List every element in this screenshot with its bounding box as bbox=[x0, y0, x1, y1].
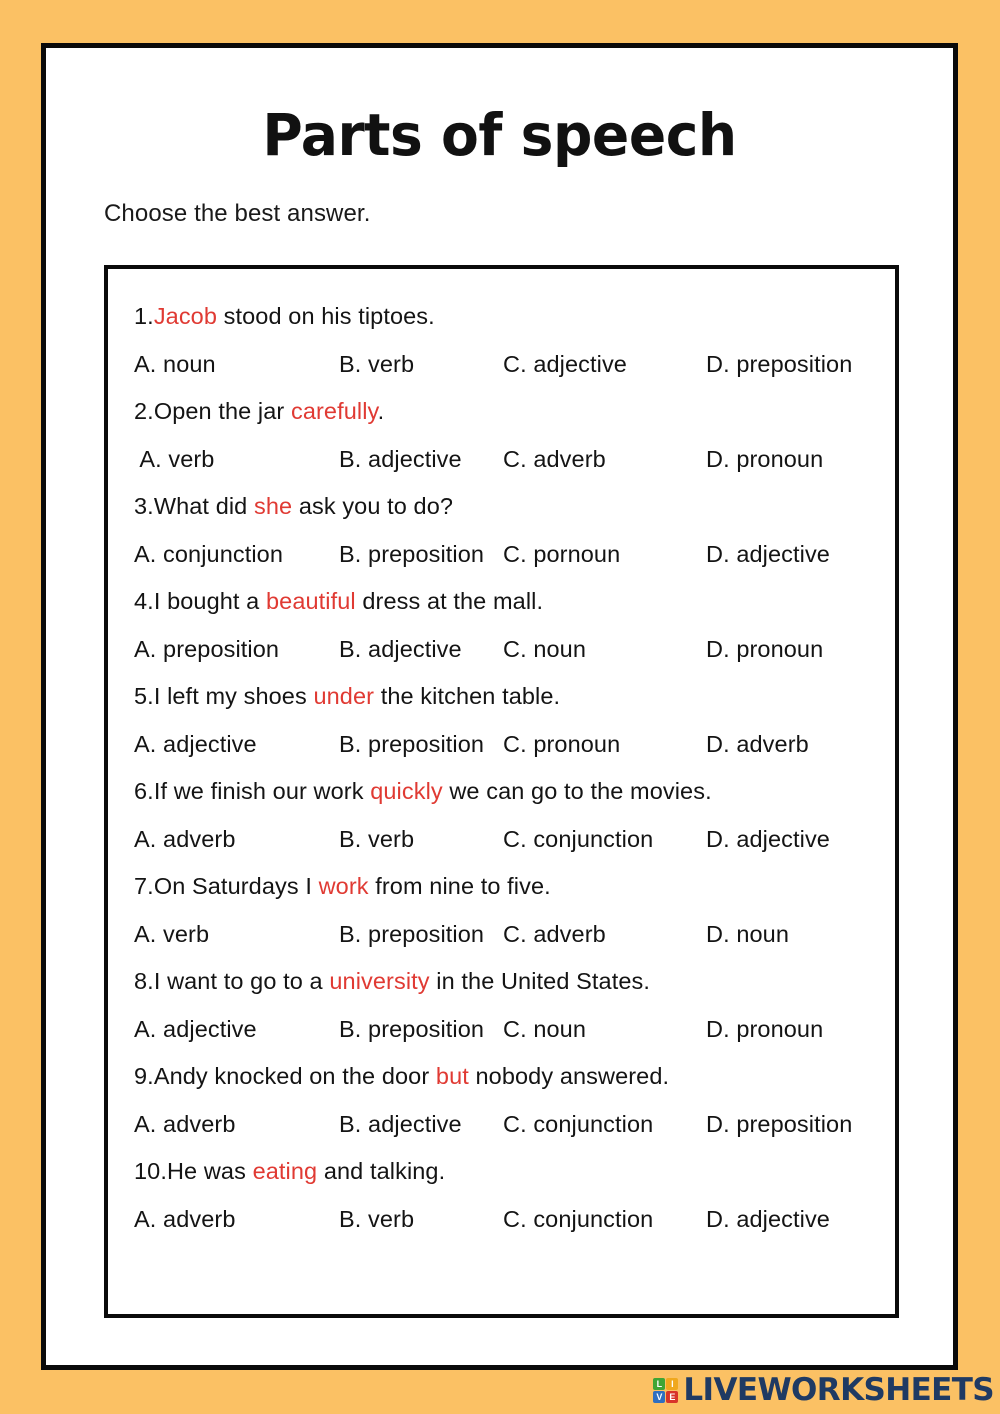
answer-option[interactable]: A. verb bbox=[134, 920, 210, 947]
answer-option[interactable]: C. pornoun bbox=[503, 540, 621, 567]
answer-option[interactable]: C. adjective bbox=[503, 350, 627, 377]
answer-option[interactable]: B. preposition bbox=[339, 1015, 485, 1042]
live-tile-v: V bbox=[653, 1391, 665, 1403]
question-text-after: . bbox=[377, 398, 385, 424]
questions-box bbox=[104, 265, 899, 1318]
answer-options bbox=[134, 436, 889, 484]
question-text-after: we can go to the movies. bbox=[442, 778, 712, 804]
live-tile-i: I bbox=[666, 1378, 678, 1390]
question-text-before: I want to go to a bbox=[153, 968, 330, 994]
answer-options bbox=[134, 341, 889, 389]
worksheet-sheet bbox=[41, 43, 958, 1370]
highlighted-word: eating bbox=[252, 1158, 318, 1184]
question-text-after: dress at the mall. bbox=[355, 588, 544, 614]
live-tile-l: L bbox=[653, 1378, 665, 1390]
question-text bbox=[134, 483, 889, 531]
highlighted-word: under bbox=[313, 683, 375, 709]
question-text bbox=[134, 388, 889, 436]
answer-option[interactable]: D. adverb bbox=[706, 730, 809, 757]
questions-list bbox=[108, 293, 895, 1243]
question-number: 6. bbox=[134, 778, 154, 804]
question-text-after: ask you to do? bbox=[292, 493, 454, 519]
answer-option[interactable]: B. adjective bbox=[339, 635, 462, 662]
question-text-before: I bought a bbox=[153, 588, 266, 614]
question-text-after: from nine to five. bbox=[368, 873, 551, 899]
liveworksheets-logo bbox=[653, 1372, 994, 1408]
highlighted-word: university bbox=[329, 968, 430, 994]
highlighted-word: but bbox=[435, 1063, 469, 1089]
question-text-after: in the United States. bbox=[429, 968, 650, 994]
answer-option[interactable]: C. noun bbox=[503, 1015, 587, 1042]
question-text-before: He was bbox=[166, 1158, 253, 1184]
brand-name: LIVEWORKSHEETS bbox=[683, 1372, 994, 1408]
answer-option[interactable]: D. pronoun bbox=[706, 445, 824, 472]
question-text bbox=[134, 673, 889, 721]
answer-option[interactable]: A. preposition bbox=[134, 635, 280, 662]
answer-options bbox=[134, 911, 889, 959]
question-item bbox=[134, 293, 889, 388]
answer-option[interactable]: D. preposition bbox=[706, 350, 853, 377]
question-text-before: If we finish our work bbox=[153, 778, 371, 804]
answer-option[interactable]: D. noun bbox=[706, 920, 790, 947]
question-item bbox=[134, 388, 889, 483]
answer-option[interactable]: C. adverb bbox=[503, 445, 606, 472]
page-title: Parts of speech bbox=[262, 101, 737, 169]
answer-option[interactable]: B. verb bbox=[339, 825, 415, 852]
question-number: 5. bbox=[134, 683, 154, 709]
answer-option[interactable]: C. noun bbox=[503, 635, 587, 662]
question-item bbox=[134, 673, 889, 768]
question-text-before: On Saturdays I bbox=[153, 873, 319, 899]
question-text-after: and talking. bbox=[317, 1158, 446, 1184]
question-item bbox=[134, 578, 889, 673]
answer-options bbox=[134, 816, 889, 864]
answer-option[interactable]: D. adjective bbox=[706, 1205, 830, 1232]
question-text-after: stood on his tiptoes. bbox=[217, 303, 435, 329]
question-text-after: the kitchen table. bbox=[374, 683, 561, 709]
answer-option[interactable]: A. adjective bbox=[134, 1015, 257, 1042]
highlighted-word: carefully bbox=[290, 398, 378, 424]
answer-options bbox=[134, 1101, 889, 1149]
instruction-text: Choose the best answer. bbox=[104, 200, 371, 227]
question-text bbox=[134, 863, 889, 911]
answer-option[interactable]: C. conjunction bbox=[503, 1110, 654, 1137]
answer-option[interactable]: C. pronoun bbox=[503, 730, 621, 757]
highlighted-word: she bbox=[253, 493, 293, 519]
answer-option[interactable]: B. preposition bbox=[339, 540, 485, 567]
highlighted-word: quickly bbox=[370, 778, 443, 804]
question-item bbox=[134, 1148, 889, 1243]
question-number: 4. bbox=[134, 588, 154, 614]
highlighted-word: Jacob bbox=[153, 303, 218, 329]
answer-option[interactable]: D. preposition bbox=[706, 1110, 853, 1137]
answer-option[interactable]: D. pronoun bbox=[706, 635, 824, 662]
answer-option[interactable]: A. adverb bbox=[134, 1205, 236, 1232]
question-text bbox=[134, 1053, 889, 1101]
answer-option[interactable]: C. adverb bbox=[503, 920, 606, 947]
highlighted-word: work bbox=[318, 873, 369, 899]
answer-option[interactable]: C. conjunction bbox=[503, 825, 654, 852]
question-text bbox=[134, 1148, 889, 1196]
question-item bbox=[134, 768, 889, 863]
answer-option[interactable]: D. adjective bbox=[706, 825, 830, 852]
question-item bbox=[134, 483, 889, 578]
answer-option[interactable]: D. pronoun bbox=[706, 1015, 824, 1042]
question-text-before: Open the jar bbox=[153, 398, 291, 424]
answer-options bbox=[134, 721, 889, 769]
question-number: 9. bbox=[134, 1063, 154, 1089]
question-item bbox=[134, 1053, 889, 1148]
answer-option[interactable]: B. adjective bbox=[339, 445, 462, 472]
answer-option[interactable]: B. verb bbox=[339, 1205, 415, 1232]
answer-options bbox=[134, 626, 889, 674]
question-text-before: I left my shoes bbox=[153, 683, 314, 709]
question-number: 7. bbox=[134, 873, 154, 899]
question-number: 3. bbox=[134, 493, 154, 519]
answer-option[interactable]: A. conjunction bbox=[134, 540, 284, 567]
answer-option[interactable]: A. verb bbox=[134, 445, 215, 472]
answer-options bbox=[134, 1196, 889, 1244]
answer-option[interactable]: B. preposition bbox=[339, 920, 485, 947]
question-item bbox=[134, 958, 889, 1053]
question-text bbox=[134, 293, 889, 341]
answer-option[interactable]: A. adverb bbox=[134, 825, 236, 852]
answer-option[interactable]: B. preposition bbox=[339, 730, 485, 757]
live-tiles-icon bbox=[653, 1378, 678, 1403]
answer-option[interactable]: B. verb bbox=[339, 350, 415, 377]
question-text-before: Andy knocked on the door bbox=[153, 1063, 436, 1089]
answer-option[interactable]: C. conjunction bbox=[503, 1205, 654, 1232]
question-number: 1. bbox=[134, 303, 154, 329]
answer-option[interactable]: D. adjective bbox=[706, 540, 830, 567]
question-number: 2. bbox=[134, 398, 154, 424]
question-text-before: What did bbox=[153, 493, 254, 519]
question-number: 8. bbox=[134, 968, 154, 994]
answer-option[interactable]: A. adverb bbox=[134, 1110, 236, 1137]
question-text-after: nobody answered. bbox=[468, 1063, 670, 1089]
answer-options bbox=[134, 1006, 889, 1054]
answer-options bbox=[134, 531, 889, 579]
live-tile-e: E bbox=[666, 1391, 678, 1403]
question-text bbox=[134, 768, 889, 816]
answer-option[interactable]: B. adjective bbox=[339, 1110, 462, 1137]
question-item bbox=[134, 863, 889, 958]
answer-option[interactable]: A. noun bbox=[134, 350, 216, 377]
highlighted-word: beautiful bbox=[265, 588, 356, 614]
question-text bbox=[134, 578, 889, 626]
question-number: 10. bbox=[134, 1158, 167, 1184]
answer-option[interactable]: A. adjective bbox=[134, 730, 257, 757]
question-text bbox=[134, 958, 889, 1006]
